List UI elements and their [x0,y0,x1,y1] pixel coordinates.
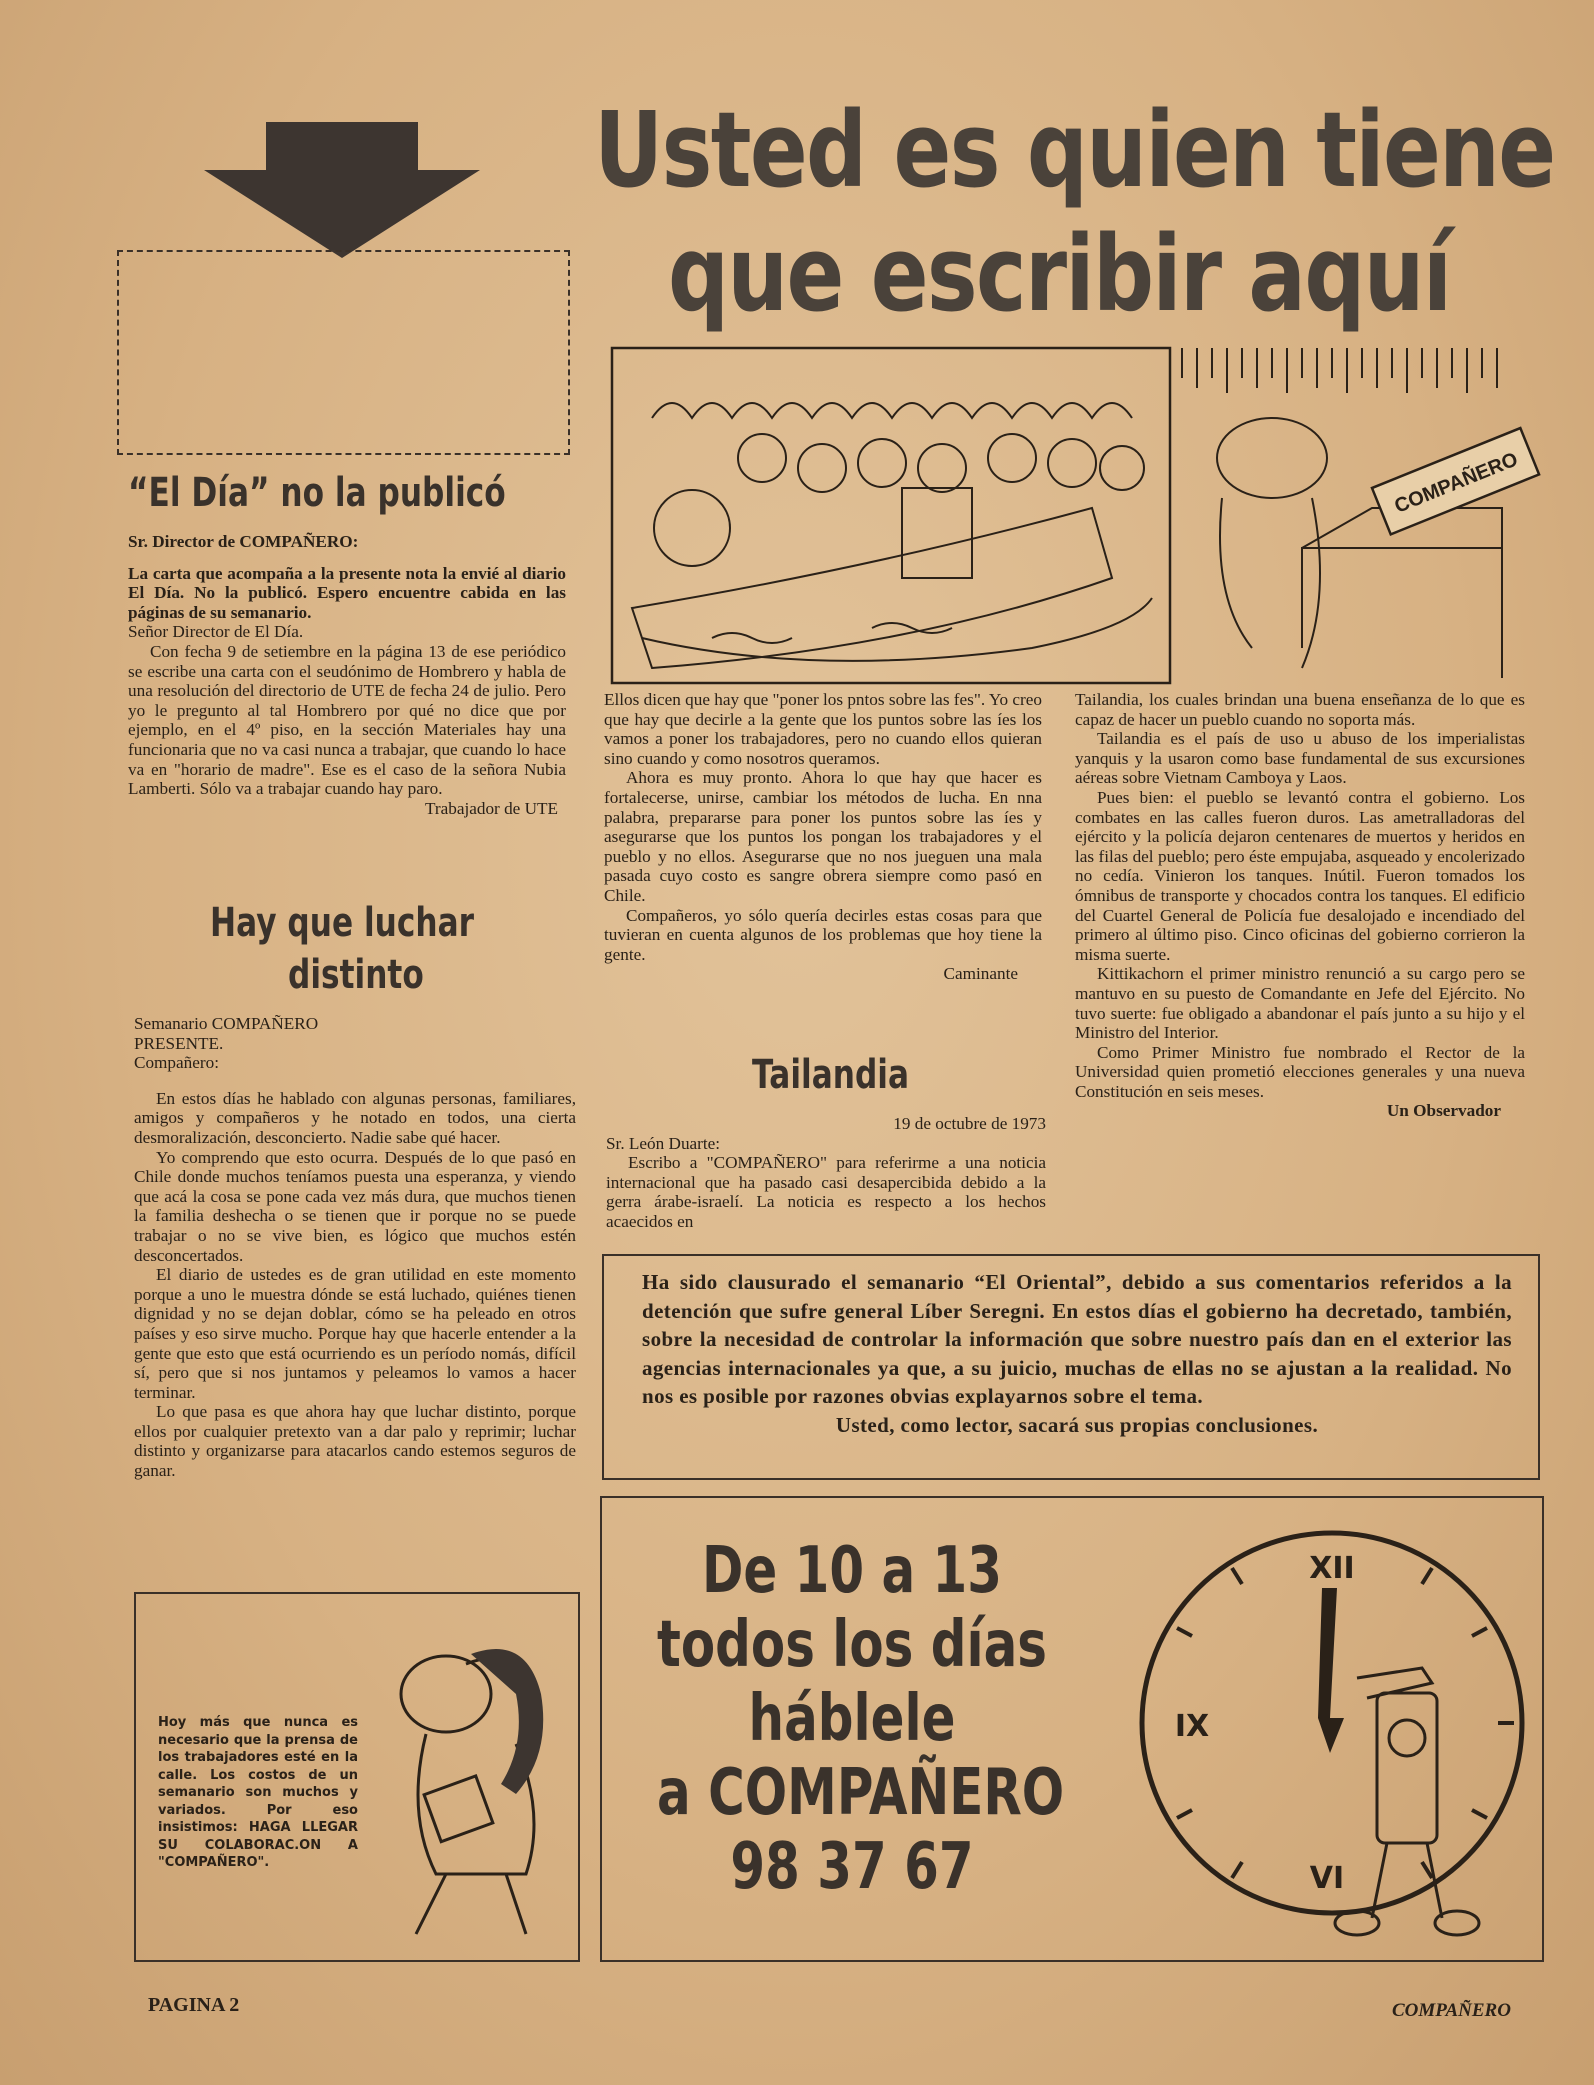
newspaper-seller-cartoon [376,1634,566,1944]
closure-notice-text: Ha sido clausurado el semanario “El Oriental”, debido a sus comentarios referidos a la detención que sufre general Líber Seregni. En estos días el gobierno ha decretado, también, sobre la necesidad de controlar la información que sobre nuestro país dan en el exterior las agencias internacionales ya que, a su juicio, muchas de ellas no se ajustan a la realidad. No nos es posible por razones obvias explayarnos sobre el tema. [642,1270,1512,1408]
letter2-paragraph-2: Yo comprendo que esto ocurra. Después de lo que pasó en Chile donde muchos teníamos puesta una esperanza, y viendo que acá la cosa se pone cada vez más dura, que muchos tienen la familia deshecha o se tienen que ir porque no se puede trabajar o no se vive bien, es lógico que muchos estén desconcertados. [134,1147,576,1265]
letter2-body [134,1014,576,1481]
letter2-address2: PRESENTE. [134,1033,224,1053]
letter4-body-right [1075,690,1525,1121]
letter2-paragraph-4: Lo que pasa es que ahora hay que luchar distinto, porque ellos por cualquier pretexto van a dar palo y reprimir; luchar distinto y organizarse para atacarlos cando estemos seguros de ganar. [134,1402,576,1481]
letter4-paragraph-6: Como Primer Ministro fue nombrado el Rector de la Universidad quien prometió elecciones generales y una nueva Constitución en seis meses. [1075,1042,1525,1101]
letter1-intro: La carta que acompaña a la presente nota la envié al diario El Día. No la publicó. Espero encuentre cabida en las páginas de su semanario. [128,563,566,622]
headline-line-1: Usted es quien tiene [594,89,1555,211]
closure-notice-last-line: Usted, como lector, sacará sus propias conclusiones. [835,1412,1319,1437]
letter1-recipient: Señor Director de El Día. [128,622,304,642]
letter2-title-line1: Hay que luchar [210,900,475,946]
clock-numeral-vi: VI [1309,1861,1345,1896]
closure-notice-box [602,1254,1540,1480]
phone-promo-box [600,1496,1544,1962]
blank-writing-box [117,250,570,455]
letter4-paragraph-4: Pues bien: el pueblo se levantó contra el gobierno. Los combates en las calles fueron duros. Las ametralladoras del ejército y la policía dejaron centenares de muertos y heridos en las filas del pueblo; pero éste empujaba, asqueado y encolerizado no cedía. Vinieron los tanques. Inútil. Fueron tomados los ómnibus de transporte y chocados contra los tanques. El edificio del Cuartel General de Policía fue desalojado e incendiado del primero al último piso. Cinco oficinas del gobierno corrieron la misma suerte. [1075,787,1525,964]
letter4-body-left [606,1114,1046,1232]
letter3-signature: Caminante [943,964,1018,984]
crowd-cartoon-illustration [612,348,1522,683]
letter1-text: Con fecha 9 de setiembre en la página 13 de ese periódico se escribe una carta con el seudónimo de Hombrero y habla de una resolución del directorio de UTE de fecha 24 de julio. Pero yo le pregunto al tal Hombrero por qué no dice que por ejemplo, en el 4º piso, en la sección Materiales hay una funcionaria que no va casi nunca a trabajar, que cuando lo hace va en "horario de madre". Ese es el caso de la señora Nubia Lamberti. Sólo va a trabajar cuando hay paro. [128,641,566,799]
letter1-body [128,532,566,818]
letter4-salutation: Sr. León Duarte: [606,1133,721,1153]
promo-line-4: a COMPAÑERO [657,1756,1065,1830]
promo-line-2: todos los días [657,1608,1048,1682]
clock-cartoon-illustration [1122,1518,1532,1948]
letter1-signature: Trabajador de UTE [424,798,558,818]
letter1-title: “El Día” no la publicó [128,470,506,516]
letter4-paragraph-5: Kittikachorn el primer ministro renunció a su cargo pero se mantuvo en su puesto de Comandante en Jefe del Ejército. No tuvo suerte: fue obligado a abandonar el país junto a su hijo y el Ministro del Interior. [1075,964,1525,1043]
headline-line-2: que escribir aquí [668,213,1451,335]
letter4-paragraph-2: Tailandia, los cuales brindan una buena enseñanza de lo que es capaz de hacer un pueblo cuando no soporta más. [1075,690,1525,729]
letter4-paragraph-3: Tailandia es el país de uso u abuso de los imperialistas yanquis y la usaron como base fundamental de sus excursiones aéreas sobre Vietnam Camboya y Laos. [1075,729,1525,788]
letter2-address1: Semanario COMPAÑERO [134,1014,319,1033]
letter3-body [604,690,1042,984]
letter3-paragraph-1: Ellos dicen que hay que "poner los pntos sobre las fes". Yo creo que hay que decirle a la gente que los puntos sobre las íes los vamos a poner los trabajadores, pero no cuando ellos quieran sino cuando y como nosotros queramos. [604,690,1042,768]
letter4-date: 19 de octubre de 1973 [893,1114,1046,1133]
promo-line-1: De 10 a 13 [701,1534,1003,1608]
appeal-text: Hoy más que nunca es necesario que la prensa de los trabajadores esté en la calle. Los costos de un semanario son muchos y variados. Por eso insistimos: HAGA LLEGAR SU COLABORAC.ON A "COMPAÑERO". [158,1715,358,1870]
letter1-salutation: Sr. Director de COMPAÑERO: [128,532,359,551]
letter4-paragraph-1: Escribo a "COMPAÑERO" para referirme a una noticia internacional que ha pasado casi desapercibida debido a la gerra árabe-israelí. La noticia es respecto a los hechos acaecidos en [606,1153,1046,1231]
ballot-sign-text: COMPAÑERO [1391,448,1522,518]
letter2-title-line2: distinto [288,952,424,998]
footer-page-number: PAGINA 2 [148,1994,240,2016]
clock-numeral-xii: XII [1309,1551,1355,1586]
letter4-title: Tailandia [752,1052,910,1098]
appeal-box [134,1592,580,1962]
letter4-signature: Un Observador [1386,1101,1501,1121]
letter2-greeting: Compañero: [134,1053,219,1073]
clock-numeral-ix: IX [1174,1709,1210,1744]
down-arrow-icon [204,122,480,258]
footer-masthead: COMPAÑERO [1392,2000,1511,2021]
promo-line-3: háblele [748,1682,956,1756]
letter3-paragraph-3: Compañeros, yo sólo quería decirles estas cosas para que tuvieran en cuenta algunos de los problemas que hoy tiene la gente. [604,905,1042,964]
letter2-paragraph-1: En estos días he hablado con algunas personas, familiares, amigos y compañeros y he notado en todos, una cierta desmoralización, desconcierto. Nadie sabe qué hacer. [134,1088,576,1147]
letter2-paragraph-3: El diario de ustedes es de gran utilidad en este momento porque a uno le muestra dónde se está luchado, quiénes tienen dignidad y no se dejan doblar, cómo se ha peleado en otros países y eso sirve mucho. Porque hay que hacerle entender a la gente que esto que está ocurriendo es un período nomás, difícil sí, pero que si nos juntamos y peleamos lo vamos a hacer terminar. [134,1265,576,1402]
promo-phone-number: 98 37 67 [730,1830,974,1904]
letter3-paragraph-2: Ahora es muy pronto. Ahora lo que hay que hacer es fortalecerse, unirse, cambiar los métodos de lucha. En nna palabra, prepararse para poner los puntos sobre las íes y asegurarse que los puntos los pongan los trabajadores y el pueblo y no ellos. Asegurarse que no nos jueguen una mala pasada cuyo costo es sangre obrera siempre como pasó en Chile. [604,768,1042,905]
